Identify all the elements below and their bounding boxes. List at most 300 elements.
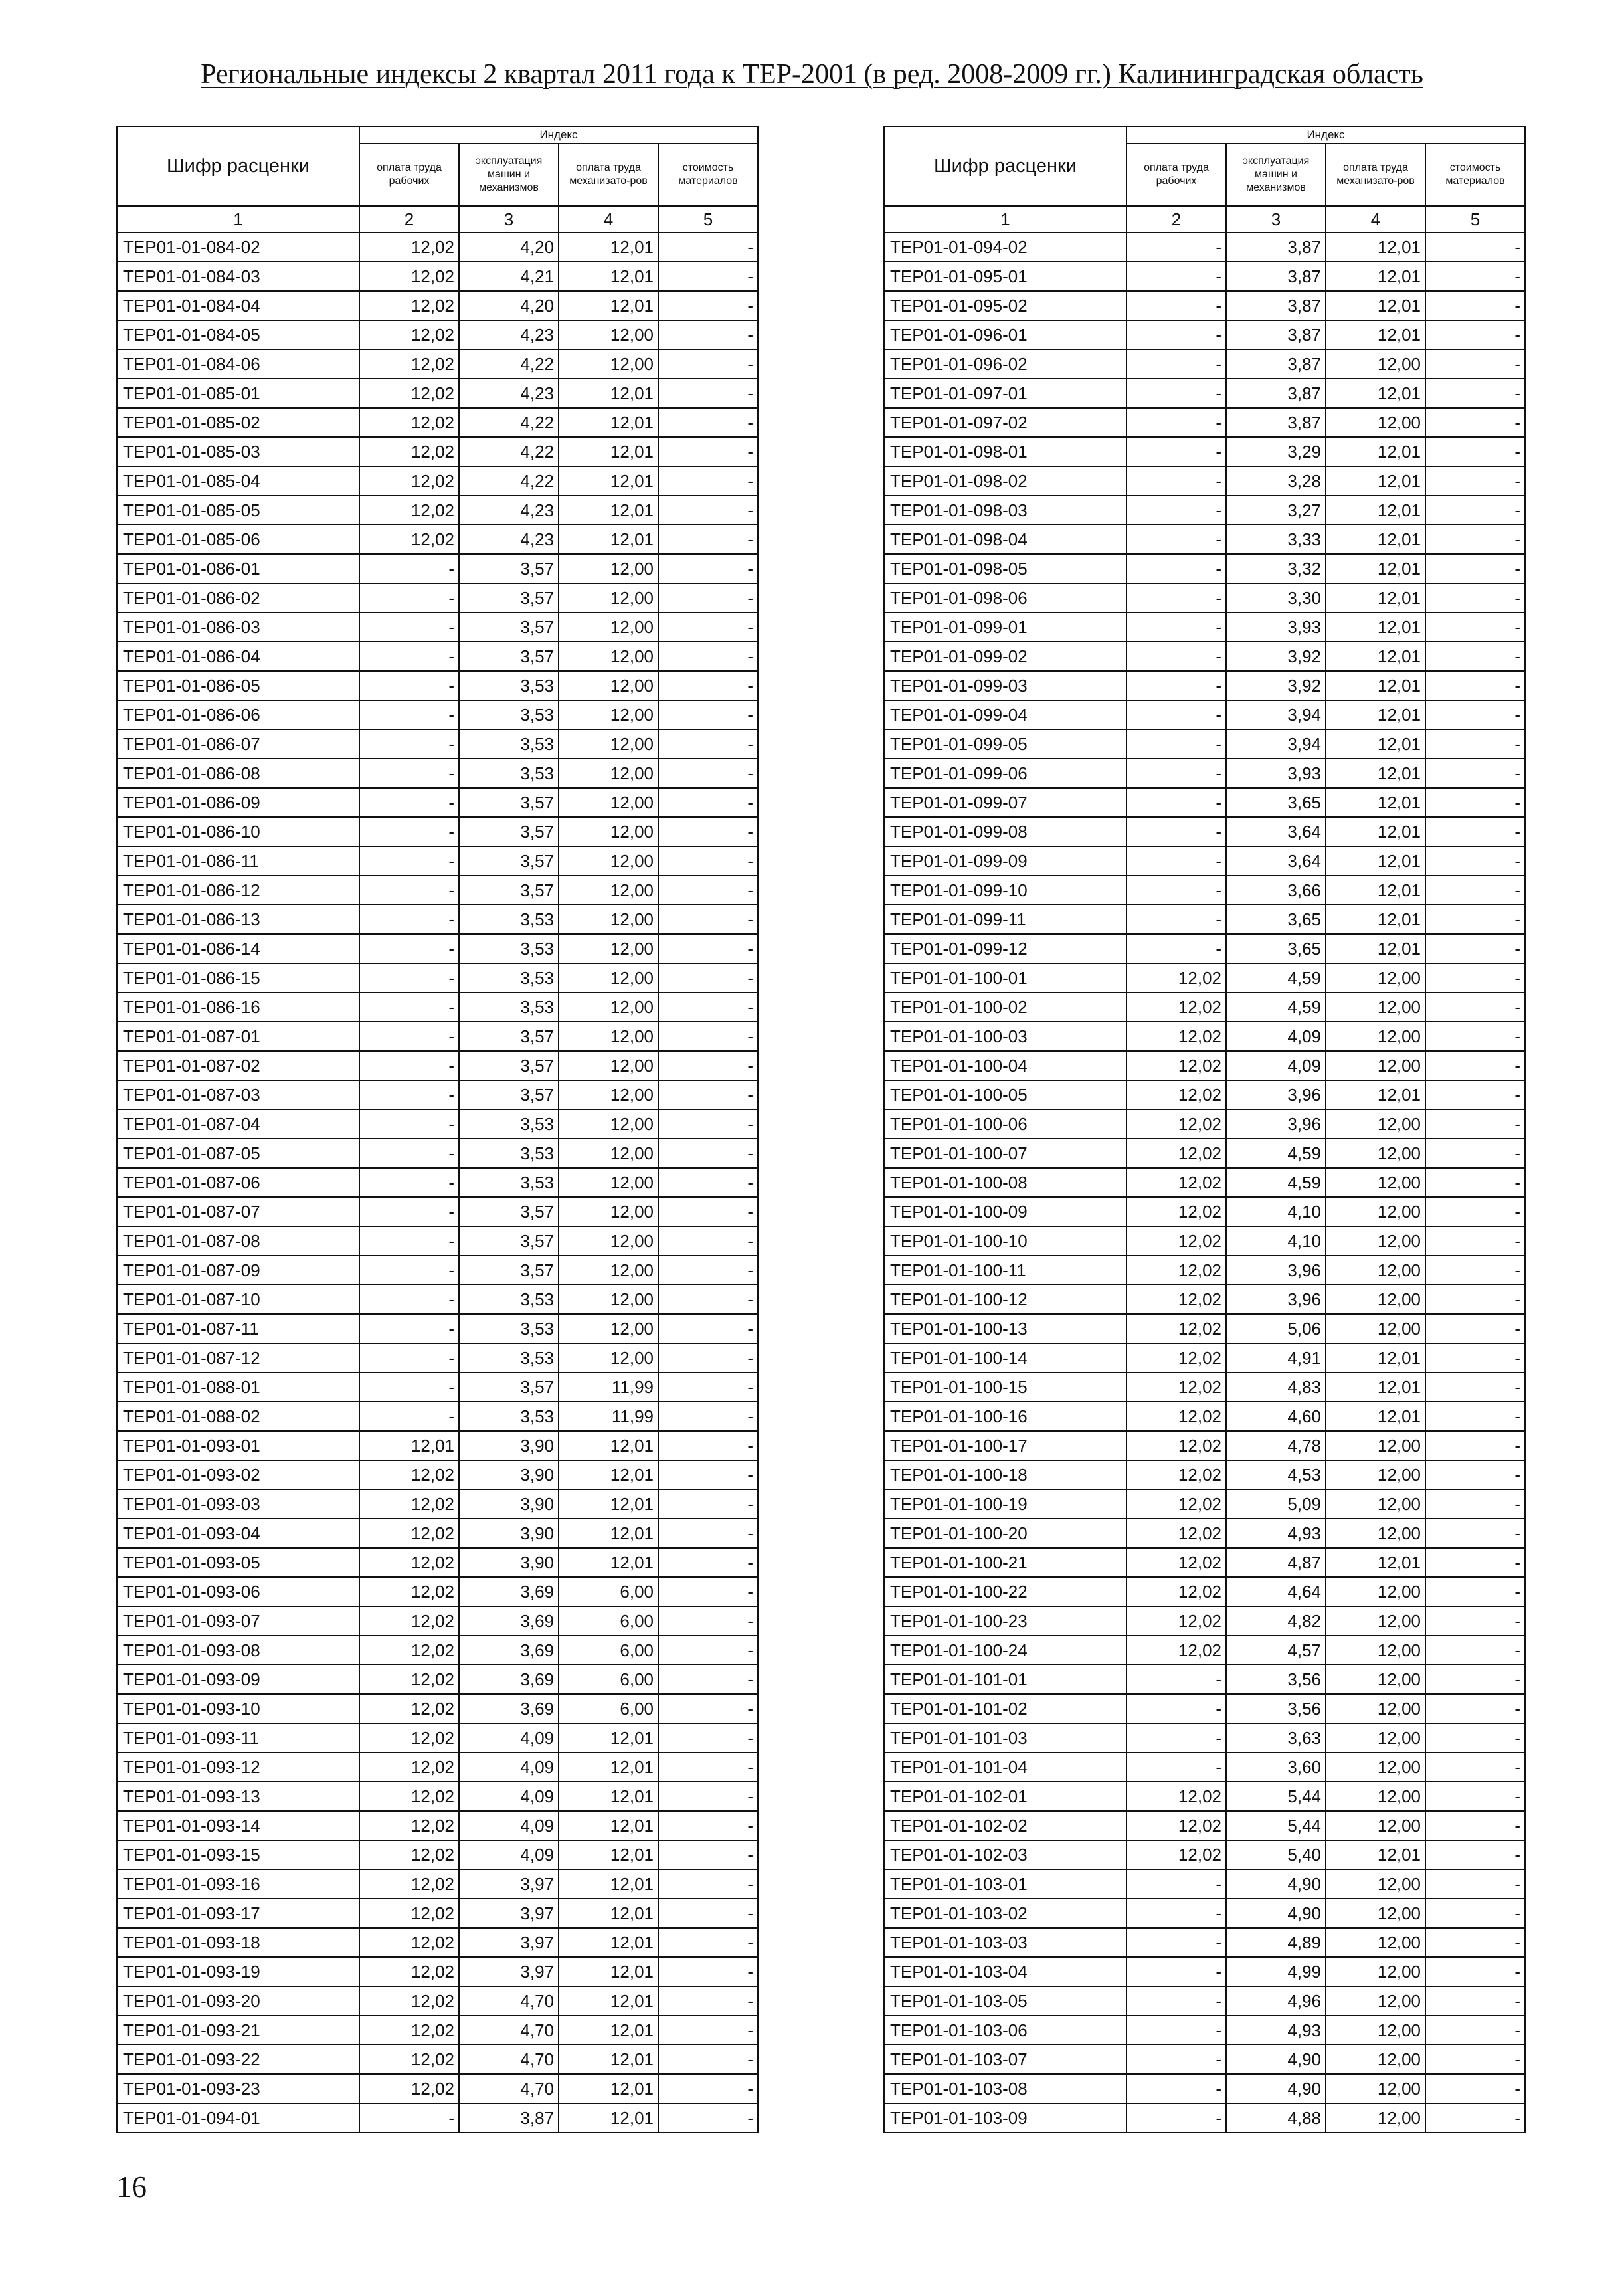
- materials-cell: -: [1425, 1723, 1525, 1753]
- materials-cell: -: [1425, 1606, 1525, 1636]
- table-row: [117, 788, 758, 817]
- cipher-cell: ТЕР01-01-093-07: [117, 1606, 359, 1636]
- materials-cell: -: [1425, 1840, 1525, 1869]
- table-row: [884, 963, 1525, 993]
- cipher-cell: ТЕР01-01-095-01: [884, 262, 1127, 291]
- table-row: [117, 963, 758, 993]
- machines-cell: 3,97: [459, 1928, 559, 1957]
- machines-cell: 3,94: [1226, 729, 1326, 759]
- machines-cell: 4,70: [459, 1986, 559, 2016]
- operators-cell: 12,01: [1326, 1548, 1425, 1577]
- machines-cell: 4,60: [1226, 1402, 1326, 1431]
- labor-cell: 12,02: [1127, 963, 1226, 993]
- machines-cell: 4,64: [1226, 1577, 1326, 1606]
- machines-cell: 4,09: [1226, 1051, 1326, 1080]
- cipher-cell: ТЕР01-01-086-13: [117, 905, 359, 934]
- machines-cell: 3,28: [1226, 466, 1326, 496]
- cipher-cell: ТЕР01-01-086-06: [117, 700, 359, 729]
- cipher-cell: ТЕР01-01-093-04: [117, 1519, 359, 1548]
- cipher-cell: ТЕР01-01-100-11: [884, 1256, 1127, 1285]
- labor-cell: 12,02: [1127, 1636, 1226, 1665]
- cipher-cell: ТЕР01-01-100-05: [884, 1080, 1127, 1109]
- operators-cell: 12,00: [559, 1343, 658, 1373]
- labor-cell: -: [359, 1051, 459, 1080]
- cipher-cell: ТЕР01-01-093-17: [117, 1899, 359, 1928]
- cipher-cell: ТЕР01-01-087-02: [117, 1051, 359, 1080]
- table-row: [117, 1665, 758, 1694]
- operators-cell: 12,01: [1326, 583, 1425, 613]
- machines-cell: 3,57: [459, 1080, 559, 1109]
- cipher-cell: ТЕР01-01-084-03: [117, 262, 359, 291]
- machines-cell: 3,87: [459, 2103, 559, 2133]
- machines-cell: 3,93: [1226, 759, 1326, 788]
- machines-cell: 3,69: [459, 1606, 559, 1636]
- materials-cell: -: [658, 642, 758, 671]
- operators-cell: 12,01: [559, 379, 658, 408]
- materials-cell: -: [1425, 1986, 1525, 2016]
- materials-cell: -: [1425, 349, 1525, 379]
- machines-cell: 3,57: [459, 876, 559, 905]
- machines-cell: 5,06: [1226, 1314, 1326, 1343]
- labor-cell: 12,02: [1127, 1782, 1226, 1811]
- labor-cell: -: [1127, 525, 1226, 554]
- labor-cell: 12,02: [359, 1694, 459, 1723]
- cipher-cell: ТЕР01-01-087-10: [117, 1285, 359, 1314]
- machines-cell: 4,09: [459, 1840, 559, 1869]
- table-row: [117, 613, 758, 642]
- cipher-cell: ТЕР01-01-084-06: [117, 349, 359, 379]
- labor-cell: 12,02: [359, 1489, 459, 1519]
- table-row: [117, 349, 758, 379]
- table-row: [884, 1548, 1525, 1577]
- operators-cell: 12,01: [1326, 554, 1425, 583]
- machines-cell: 4,20: [459, 233, 559, 262]
- cipher-cell: ТЕР01-01-100-14: [884, 1343, 1127, 1373]
- machines-cell: 4,96: [1226, 1986, 1326, 2016]
- table-row: [884, 1080, 1525, 1109]
- operators-cell: 12,00: [1326, 1957, 1425, 1986]
- cipher-cell: ТЕР01-01-100-08: [884, 1168, 1127, 1197]
- operators-cell: 12,00: [1326, 1869, 1425, 1899]
- table-row: [117, 1928, 758, 1957]
- machines-cell: 4,89: [1226, 1928, 1326, 1957]
- machines-cell: 5,44: [1226, 1782, 1326, 1811]
- cipher-cell: ТЕР01-01-101-01: [884, 1665, 1127, 1694]
- operators-cell: 12,01: [559, 408, 658, 437]
- table-row: [884, 613, 1525, 642]
- machines-cell: 4,23: [459, 496, 559, 525]
- operators-cell: 12,01: [1326, 1373, 1425, 1402]
- header-num-4: 4: [559, 206, 658, 233]
- cipher-cell: ТЕР01-01-093-11: [117, 1723, 359, 1753]
- machines-cell: 3,65: [1226, 905, 1326, 934]
- labor-cell: -: [359, 1139, 459, 1168]
- operators-cell: 12,00: [1326, 963, 1425, 993]
- cipher-cell: ТЕР01-01-093-09: [117, 1665, 359, 1694]
- labor-cell: -: [359, 1168, 459, 1197]
- cipher-cell: ТЕР01-01-100-13: [884, 1314, 1127, 1343]
- operators-cell: 12,01: [559, 291, 658, 320]
- cipher-cell: ТЕР01-01-099-09: [884, 846, 1127, 876]
- materials-cell: -: [658, 262, 758, 291]
- labor-cell: 12,02: [359, 2074, 459, 2103]
- operators-cell: 12,00: [1326, 1051, 1425, 1080]
- table-row: [117, 408, 758, 437]
- materials-cell: -: [1425, 2074, 1525, 2103]
- labor-cell: 12,02: [1127, 1139, 1226, 1168]
- operators-cell: 12,00: [559, 993, 658, 1022]
- table-row: [117, 759, 758, 788]
- cipher-cell: ТЕР01-01-086-08: [117, 759, 359, 788]
- labor-cell: 12,02: [1127, 1811, 1226, 1840]
- table-row: [117, 1489, 758, 1519]
- table-row: [117, 1226, 758, 1256]
- machines-cell: 3,57: [459, 1256, 559, 1285]
- table-row: [117, 233, 758, 262]
- cipher-cell: ТЕР01-01-100-17: [884, 1431, 1127, 1460]
- materials-cell: -: [658, 1840, 758, 1869]
- right-table-container: [883, 126, 1526, 2133]
- table-row: [884, 349, 1525, 379]
- table-row: [117, 1957, 758, 1986]
- table-row: [117, 1723, 758, 1753]
- labor-cell: 12,02: [359, 291, 459, 320]
- table-row: [117, 2074, 758, 2103]
- cipher-cell: ТЕР01-01-093-12: [117, 1753, 359, 1782]
- operators-cell: 12,00: [559, 817, 658, 846]
- machines-cell: 4,91: [1226, 1343, 1326, 1373]
- labor-cell: 12,02: [359, 1548, 459, 1577]
- operators-cell: 12,01: [559, 1986, 658, 2016]
- operators-cell: 12,01: [559, 1957, 658, 1986]
- operators-cell: 12,00: [1326, 2074, 1425, 2103]
- machines-cell: 3,53: [459, 1314, 559, 1343]
- labor-cell: -: [1127, 291, 1226, 320]
- machines-cell: 3,57: [459, 817, 559, 846]
- table-row: [884, 700, 1525, 729]
- machines-cell: 4,10: [1226, 1197, 1326, 1226]
- materials-cell: -: [658, 788, 758, 817]
- labor-cell: 12,02: [1127, 1577, 1226, 1606]
- operators-cell: 12,01: [1326, 700, 1425, 729]
- operators-cell: 12,00: [1326, 1928, 1425, 1957]
- materials-cell: -: [658, 408, 758, 437]
- table-row: [117, 291, 758, 320]
- cipher-cell: ТЕР01-01-086-14: [117, 934, 359, 963]
- operators-cell: 12,00: [559, 759, 658, 788]
- cipher-cell: ТЕР01-01-098-03: [884, 496, 1127, 525]
- operators-cell: 12,00: [1326, 1460, 1425, 1489]
- machines-cell: 4,83: [1226, 1373, 1326, 1402]
- machines-cell: 3,97: [459, 1899, 559, 1928]
- operators-cell: 12,00: [559, 1285, 658, 1314]
- operators-cell: 12,01: [559, 1519, 658, 1548]
- cipher-cell: ТЕР01-01-087-05: [117, 1139, 359, 1168]
- machines-cell: 3,53: [459, 934, 559, 963]
- header-num-2: 2: [359, 206, 459, 233]
- materials-cell: -: [1425, 1957, 1525, 1986]
- machines-cell: 4,09: [459, 1753, 559, 1782]
- cipher-cell: ТЕР01-01-099-11: [884, 905, 1127, 934]
- table-row: [884, 934, 1525, 963]
- cipher-cell: ТЕР01-01-086-16: [117, 993, 359, 1022]
- materials-cell: -: [1425, 2045, 1525, 2074]
- header-col5: стоимость материалов: [658, 143, 758, 206]
- labor-cell: -: [359, 817, 459, 846]
- machines-cell: 4,70: [459, 2045, 559, 2074]
- materials-cell: -: [658, 1548, 758, 1577]
- table-row: [117, 1811, 758, 1840]
- labor-cell: -: [1127, 233, 1226, 262]
- cipher-cell: ТЕР01-01-086-10: [117, 817, 359, 846]
- cipher-cell: ТЕР01-01-093-10: [117, 1694, 359, 1723]
- cipher-cell: ТЕР01-01-086-12: [117, 876, 359, 905]
- labor-cell: -: [1127, 320, 1226, 349]
- table-row: [884, 2016, 1525, 2045]
- cipher-cell: ТЕР01-01-093-01: [117, 1431, 359, 1460]
- machines-cell: 3,69: [459, 1636, 559, 1665]
- table-row: [884, 1782, 1525, 1811]
- operators-cell: 12,00: [559, 788, 658, 817]
- labor-cell: 12,02: [359, 1606, 459, 1636]
- operators-cell: 12,01: [559, 1723, 658, 1753]
- header-num-4: 4: [1326, 206, 1425, 233]
- table-row: [117, 1869, 758, 1899]
- operators-cell: 12,00: [1326, 1431, 1425, 1460]
- materials-cell: -: [1425, 817, 1525, 846]
- machines-cell: 3,53: [459, 1168, 559, 1197]
- table-row: [884, 1109, 1525, 1139]
- labor-cell: 12,02: [359, 1957, 459, 1986]
- materials-cell: -: [1425, 1168, 1525, 1197]
- materials-cell: -: [1425, 963, 1525, 993]
- machines-cell: 4,90: [1226, 2074, 1326, 2103]
- table-row: [117, 934, 758, 963]
- table-row: [117, 1577, 758, 1606]
- table-row: [117, 671, 758, 700]
- operators-cell: 12,00: [1326, 1197, 1425, 1226]
- header-col2: оплата труда рабочих: [359, 143, 459, 206]
- operators-cell: 6,00: [559, 1636, 658, 1665]
- cipher-cell: ТЕР01-01-086-09: [117, 788, 359, 817]
- machines-cell: 3,53: [459, 1285, 559, 1314]
- labor-cell: -: [359, 1109, 459, 1139]
- labor-cell: -: [359, 876, 459, 905]
- materials-cell: -: [1425, 1051, 1525, 1080]
- machines-cell: 3,53: [459, 700, 559, 729]
- operators-cell: 12,01: [1326, 642, 1425, 671]
- machines-cell: 3,57: [459, 583, 559, 613]
- machines-cell: 4,93: [1226, 1519, 1326, 1548]
- materials-cell: -: [1425, 2016, 1525, 2045]
- materials-cell: -: [1425, 905, 1525, 934]
- materials-cell: -: [658, 1694, 758, 1723]
- table-row: [117, 437, 758, 466]
- machines-cell: 3,96: [1226, 1080, 1326, 1109]
- cipher-cell: ТЕР01-01-099-07: [884, 788, 1127, 817]
- cipher-cell: ТЕР01-01-100-03: [884, 1022, 1127, 1051]
- table-row: [117, 583, 758, 613]
- materials-cell: -: [658, 1986, 758, 2016]
- operators-cell: 12,00: [559, 583, 658, 613]
- materials-cell: -: [1425, 759, 1525, 788]
- table-row: [884, 496, 1525, 525]
- materials-cell: -: [1425, 876, 1525, 905]
- materials-cell: -: [658, 583, 758, 613]
- labor-cell: 12,02: [1127, 1343, 1226, 1373]
- operators-cell: 12,01: [559, 1840, 658, 1869]
- materials-cell: -: [658, 993, 758, 1022]
- materials-cell: -: [658, 1080, 758, 1109]
- labor-cell: 12,02: [359, 2016, 459, 2045]
- labor-cell: -: [1127, 466, 1226, 496]
- machines-cell: 3,33: [1226, 525, 1326, 554]
- cipher-cell: ТЕР01-01-100-01: [884, 963, 1127, 993]
- operators-cell: 12,00: [1326, 1022, 1425, 1051]
- labor-cell: 12,02: [1127, 1548, 1226, 1577]
- operators-cell: 12,01: [559, 1548, 658, 1577]
- materials-cell: -: [1425, 1460, 1525, 1489]
- cipher-cell: ТЕР01-01-102-02: [884, 1811, 1127, 1840]
- operators-cell: 12,01: [559, 496, 658, 525]
- operators-cell: 12,01: [1326, 437, 1425, 466]
- operators-cell: 12,00: [559, 671, 658, 700]
- operators-cell: 12,01: [1326, 233, 1425, 262]
- machines-cell: 3,87: [1226, 262, 1326, 291]
- machines-cell: 3,27: [1226, 496, 1326, 525]
- labor-cell: 12,02: [359, 1782, 459, 1811]
- cipher-cell: ТЕР01-01-103-09: [884, 2103, 1127, 2133]
- table-row: [884, 846, 1525, 876]
- table-row: [117, 846, 758, 876]
- table-row: [117, 496, 758, 525]
- cipher-cell: ТЕР01-01-093-22: [117, 2045, 359, 2074]
- materials-cell: -: [1425, 846, 1525, 876]
- labor-cell: -: [1127, 379, 1226, 408]
- materials-cell: -: [658, 1051, 758, 1080]
- machines-cell: 3,69: [459, 1694, 559, 1723]
- cipher-cell: ТЕР01-01-099-02: [884, 642, 1127, 671]
- table-row: [884, 1226, 1525, 1256]
- materials-cell: -: [658, 963, 758, 993]
- cipher-cell: ТЕР01-01-098-06: [884, 583, 1127, 613]
- table-row: [884, 671, 1525, 700]
- cipher-cell: ТЕР01-01-087-04: [117, 1109, 359, 1139]
- cipher-cell: ТЕР01-01-103-01: [884, 1869, 1127, 1899]
- machines-cell: 3,96: [1226, 1256, 1326, 1285]
- cipher-cell: ТЕР01-01-086-15: [117, 963, 359, 993]
- cipher-cell: ТЕР01-01-087-01: [117, 1022, 359, 1051]
- labor-cell: -: [359, 1314, 459, 1343]
- labor-cell: 12,02: [359, 320, 459, 349]
- cipher-cell: ТЕР01-01-086-04: [117, 642, 359, 671]
- operators-cell: 12,00: [559, 934, 658, 963]
- operators-cell: 12,00: [559, 700, 658, 729]
- materials-cell: -: [1425, 1226, 1525, 1256]
- operators-cell: 12,00: [559, 320, 658, 349]
- materials-cell: -: [1425, 1548, 1525, 1577]
- materials-cell: -: [1425, 2103, 1525, 2133]
- operators-cell: 12,00: [559, 876, 658, 905]
- labor-cell: -: [1127, 496, 1226, 525]
- materials-cell: -: [1425, 700, 1525, 729]
- table-row: [884, 1022, 1525, 1051]
- table-row: [117, 1022, 758, 1051]
- cipher-cell: ТЕР01-01-085-01: [117, 379, 359, 408]
- table-row: [884, 1460, 1525, 1489]
- materials-cell: -: [658, 1343, 758, 1373]
- labor-cell: -: [1127, 408, 1226, 437]
- materials-cell: -: [1425, 583, 1525, 613]
- cipher-cell: ТЕР01-01-100-21: [884, 1548, 1127, 1577]
- labor-cell: 12,02: [1127, 1840, 1226, 1869]
- table-row: [884, 320, 1525, 349]
- machines-cell: 3,65: [1226, 788, 1326, 817]
- cipher-cell: ТЕР01-01-086-05: [117, 671, 359, 700]
- table-row: [884, 2074, 1525, 2103]
- operators-cell: 12,00: [559, 1314, 658, 1343]
- operators-cell: 12,00: [559, 1168, 658, 1197]
- materials-cell: -: [658, 1899, 758, 1928]
- machines-cell: 4,90: [1226, 1869, 1326, 1899]
- materials-cell: -: [1425, 1285, 1525, 1314]
- machines-cell: 4,57: [1226, 1636, 1326, 1665]
- cipher-cell: ТЕР01-01-086-07: [117, 729, 359, 759]
- cipher-cell: ТЕР01-01-093-19: [117, 1957, 359, 1986]
- materials-cell: -: [1425, 496, 1525, 525]
- machines-cell: 4,59: [1226, 963, 1326, 993]
- cipher-cell: ТЕР01-01-084-05: [117, 320, 359, 349]
- operators-cell: 12,00: [1326, 1577, 1425, 1606]
- cipher-cell: ТЕР01-01-100-22: [884, 1577, 1127, 1606]
- cipher-cell: ТЕР01-01-098-04: [884, 525, 1127, 554]
- materials-cell: -: [658, 1519, 758, 1548]
- operators-cell: 12,01: [1326, 466, 1425, 496]
- materials-cell: -: [1425, 1869, 1525, 1899]
- labor-cell: 12,02: [359, 233, 459, 262]
- machines-cell: 3,53: [459, 759, 559, 788]
- materials-cell: -: [1425, 291, 1525, 320]
- machines-cell: 3,53: [459, 1343, 559, 1373]
- labor-cell: -: [359, 1197, 459, 1226]
- cipher-cell: ТЕР01-01-099-05: [884, 729, 1127, 759]
- materials-cell: -: [658, 2103, 758, 2133]
- table-row: [884, 379, 1525, 408]
- machines-cell: 5,09: [1226, 1489, 1326, 1519]
- operators-cell: 12,00: [1326, 1753, 1425, 1782]
- operators-cell: 12,01: [1326, 291, 1425, 320]
- machines-cell: 3,53: [459, 671, 559, 700]
- operators-cell: 12,00: [559, 729, 658, 759]
- machines-cell: 3,63: [1226, 1723, 1326, 1753]
- page-number: 16: [116, 2170, 147, 2204]
- header-cipher: Шифр расценки: [884, 126, 1127, 206]
- cipher-cell: ТЕР01-01-098-05: [884, 554, 1127, 583]
- labor-cell: -: [1127, 349, 1226, 379]
- machines-cell: 3,57: [459, 1373, 559, 1402]
- cipher-cell: ТЕР01-01-085-03: [117, 437, 359, 466]
- operators-cell: 12,01: [559, 1928, 658, 1957]
- labor-cell: -: [1127, 642, 1226, 671]
- table-row: [117, 1402, 758, 1431]
- operators-cell: 12,00: [1326, 1636, 1425, 1665]
- labor-cell: 12,02: [359, 408, 459, 437]
- materials-cell: -: [658, 1577, 758, 1606]
- operators-cell: 11,99: [559, 1402, 658, 1431]
- labor-cell: -: [359, 1343, 459, 1373]
- labor-cell: -: [359, 613, 459, 642]
- materials-cell: -: [1425, 554, 1525, 583]
